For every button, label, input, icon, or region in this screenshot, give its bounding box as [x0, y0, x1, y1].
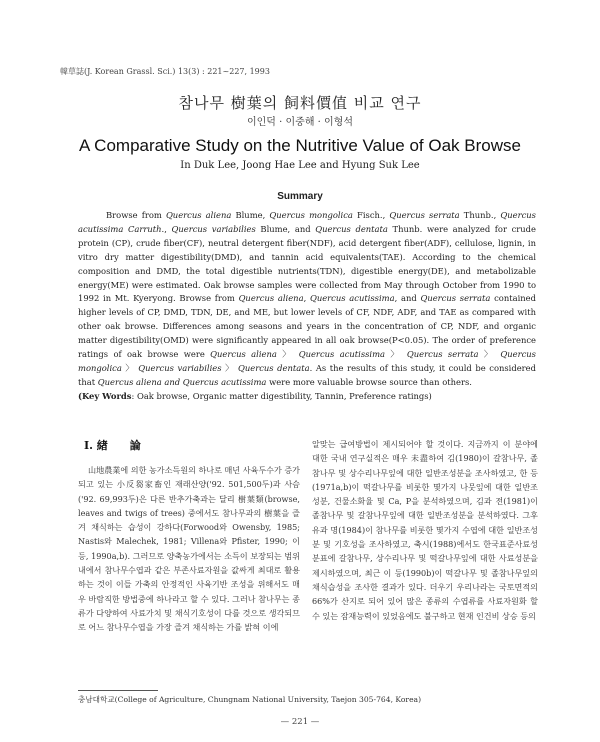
- korean-authors: 이인덕 · 이중해 · 이형석: [246, 117, 353, 128]
- section-heading-introduction: Ⅰ. 緖 論: [84, 439, 141, 452]
- intro-paragraph-left: 山地農業에 의한 농가소득원의 하나로 매년 사육두수가 증가되고 있는 小反芻家畜인 재래산양('92. 501,500두)과 사슴('92. 69,993두)은 다른 반추가축과는 달리 樹葉類(browse, leaves and twigs of trees) 중에서도 참나무과의 樹葉을 즐겨 채식하는 습성이 강하다(Forwood와 Owensby, 1985; Nastis와 Malechek, 1981; Villena와 Pfister, 1990; 이 등, 1990a,b). 그러므로 양축농가에서는 소득이 보장되는 범위내에서 참나무수엽과 같은 부존사료자원을 값싸게 최대로 활용하는 것이 이들 가축의 안정적인 사육기반 조성을 위해서도 매우 바람직한 방법중에 하나라고 할 수 있다. 그러나 참나무는 종류가 다양하여 사료가치 및 채식기호성이 다를 것으로 생각되므로 어느 참나무수엽을 가장 즐겨 채식하는 가를 밝혀 이에: [78, 465, 301, 633]
- korean-title: 참나무 樹葉의 飼料價值 비교 연구: [178, 94, 422, 112]
- affiliation-footnote: 충남대학교(College of Agriculture, Chungnam National University, Taejon 305-764, Korea): [78, 695, 422, 704]
- keywords-text: : Oak browse, Organic matter digestibility, Tannin, Preference ratings): [131, 390, 432, 401]
- keywords-label: (Key Words: [78, 390, 132, 401]
- abstract: [78, 209, 536, 404]
- right-column: [312, 437, 538, 623]
- abstract-text: Browse from Quercus aliena Blume, Quercus mongolica Fisch., Quercus serrata Thunb., Quercus acutissima Carruth., Quercus variabilies Blume, and Quercus dentata Thunb. were analyzed for crude protein (CP), crude fiber(CF), neutral detergent fiber(NDF), acid detergent fiber(ADF), cellulose, lignin, in vitro dry matter digestibility(DMD), and tannin acid equivalents(TAE). According to the chemical composition and DMD, the total digestible nutrients(TDN), digestible energy(DE), and metabolizable energy(ME) were estimated. Oak browse samples were collected from May through October from 1990 to 1992 in Mt. Kyeryong. Browse from Quercus aliena, Quercus acutissima, and Quercus serrata contained higher levels of CP, DMD, TDN, DE, and ME, but lower levels of CF, NDF, ADF, and TAE as compared with other oak browse. Differences among seasons and years in the concentration of CP, NDF, and organic matter digestibility(OMD) were significantly appeared in all oak browse(P<0.05). The order of preference ratings of oak browse were Quercus aliena 〉 Quercus acutissima 〉 Quercus serrata 〉 Quercus mongolica 〉 Quercus variabilies 〉 Quercus dentata. As the results of this study, it could be considered that Quercus aliena and Quercus acutissima were more valuable browse source than others.: [78, 210, 537, 387]
- left-column: [78, 437, 300, 635]
- english-authors: In Duk Lee, Joong Hae Lee and Hyung Suk Lee: [180, 160, 420, 171]
- footnote-divider: [78, 690, 158, 691]
- summary-heading: Summary: [277, 191, 323, 202]
- keywords: [78, 390, 536, 404]
- journal-reference: 韓草誌(J. Korean Grassl. Sci.) 13(3) : 221~227, 1993: [60, 67, 270, 76]
- english-title: A Comparative Study on the Nutritive Value of Oak Browse: [79, 136, 521, 155]
- intro-paragraph-right: 알맞는 급여방법이 제시되어야 할 것이다. 지금까지 이 분야에 대한 국내 연구실적은 매우 未盡하여 김(1980)이 갈참나무, 졸참나무 및 상수리나무잎에 대한 일반조성분을 조사하였고, 한 등(1971a,b)이 떡갈나무를 비롯한 몇가지 나뭇잎에 대한 일반조성분, 건물소화율 및 Ca, P을 분석하였으며, 김과 전(1981)이 졸참나무 및 갈참나무잎에 대한 일반조성분을 분석하였다. 그후 유과 명(1984)이 참나무를 비롯한 몇가지 수엽에 대한 일반조성분 및 기호성을 조사하였고, 축시(1988)에서도 한국표준사료성분표에 갈참나무, 상수리나무 및 떡갈나무잎에 대한 사료성분을 제시하였으며, 최근 이 등(1990b)이 떡갈나무 및 졸참나무잎의 채식습성을 조사한 결과가 있다. 더우기 우리나라는 국토면적의 66%가 산지로 되어 있어 많은 종류의 수엽류를 사료자원화 할 수 있는 잠재능력이 있었음에도 불구하고 현재 인건비 상승 등의: [312, 439, 538, 621]
- page-number: — 221 —: [280, 717, 320, 727]
